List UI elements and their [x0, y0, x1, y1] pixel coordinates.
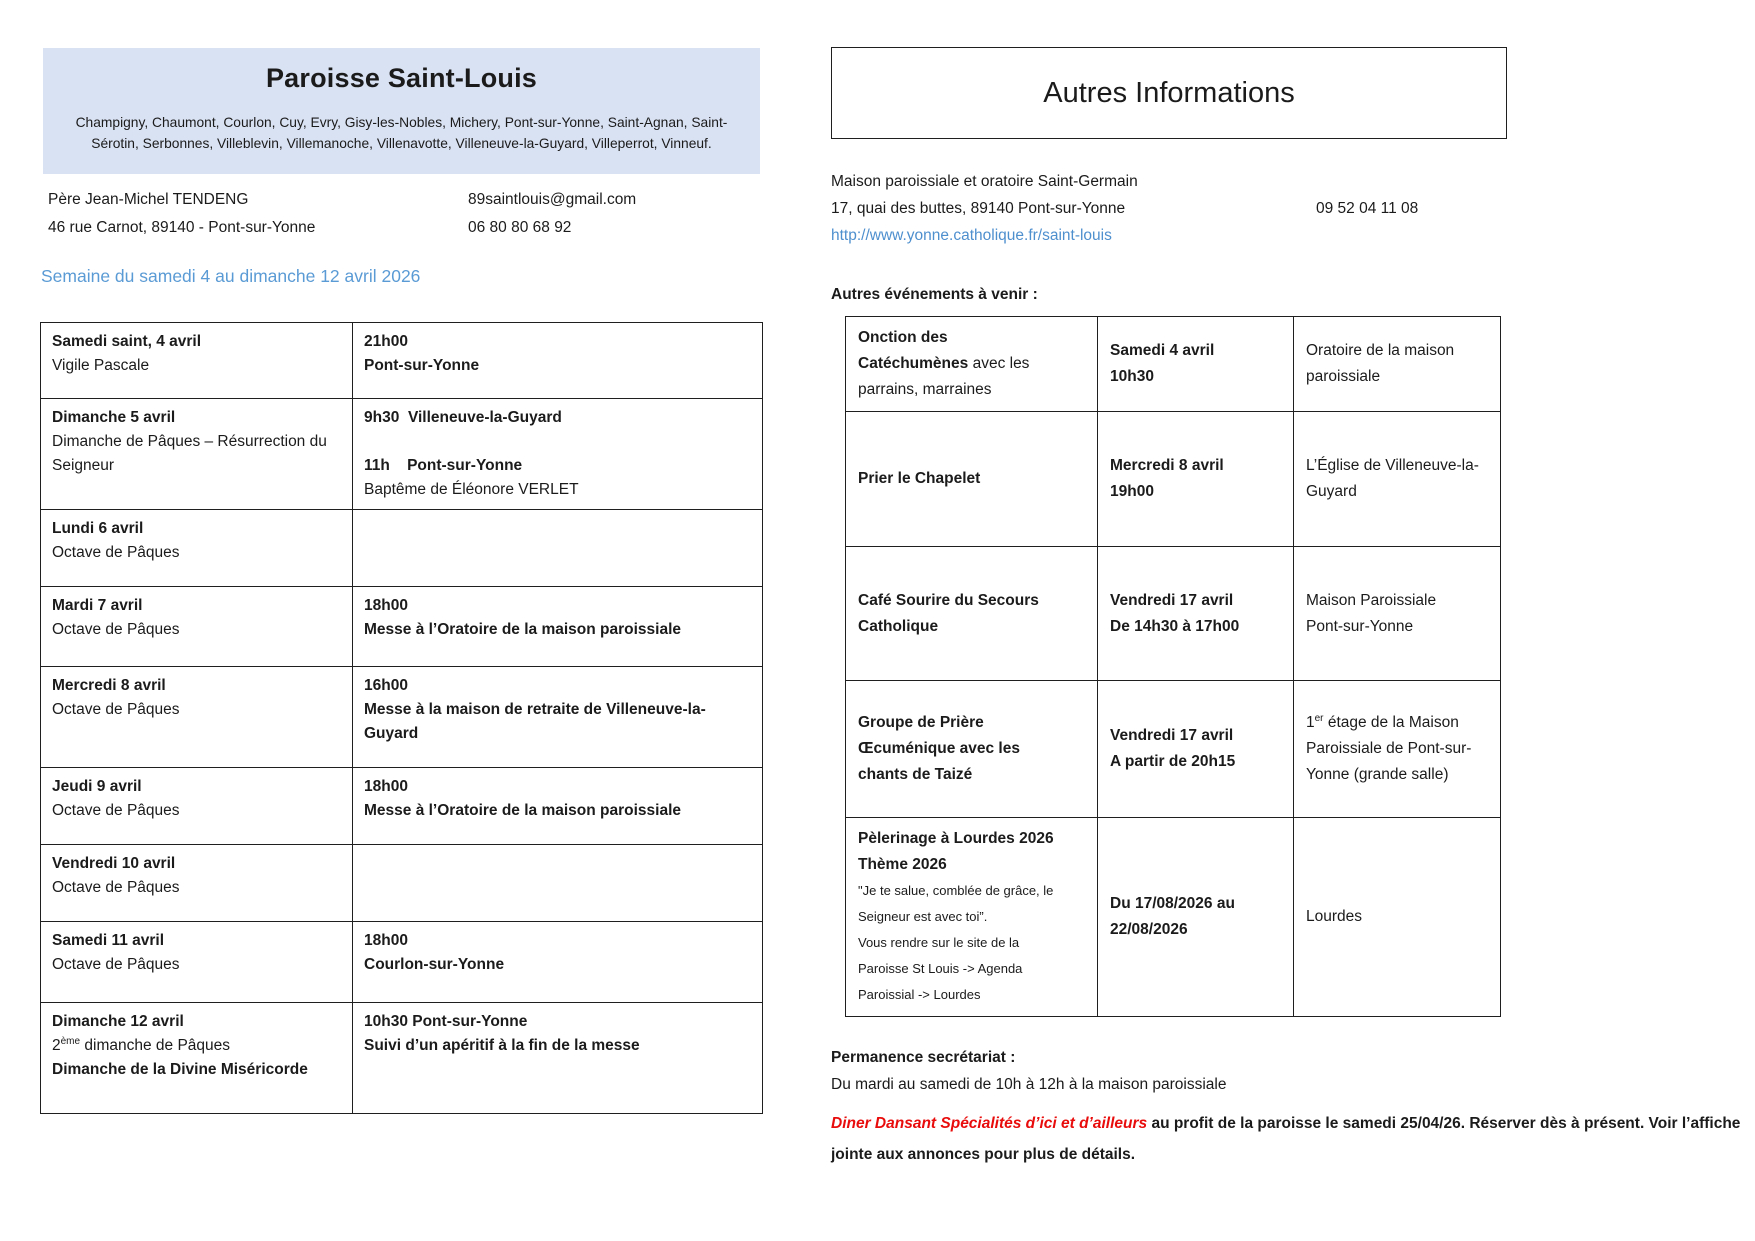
parish-contact-right: [468, 186, 636, 242]
parish-address: 46 rue Carnot, 89140 - Pont-sur-Yonne: [48, 219, 316, 236]
info-title: Autres Informations: [1043, 76, 1295, 109]
dinner-note-text: au profit de la paroisse le samedi 25/04/26. Réserver dès à présent. Voir l’affiche jointe aux annonces pour plus de détails.: [831, 1115, 1741, 1163]
event-row: [846, 317, 1501, 412]
event-what-cell: Café Sourire du Secours Catholique: [846, 547, 1098, 681]
schedule-day-cell: Vendredi 10 avril Octave de Pâques: [41, 845, 353, 922]
week-title: Semaine du samedi 4 au dimanche 12 avril 2026: [41, 266, 421, 286]
schedule-row: [41, 399, 763, 510]
maison-paroissiale-line: Maison paroissiale et oratoire Saint-Germain: [831, 173, 1138, 190]
schedule-event-cell: 16h00 Messe à la maison de retraite de Villeneuve-la- Guyard: [353, 667, 763, 768]
schedule-event-cell: [353, 845, 763, 922]
schedule-row: [41, 768, 763, 845]
parish-towns-list: Champigny, Chaumont, Courlon, Cuy, Evry, Gisy-les-Nobles, Michery, Pont-sur-Yonne, Saint-Agnan, Saint-Sérotin, Serbonnes, Villeblevin, Villemanoche, Villenavotte, Villeneuve-la-Guyard, Villeperrot, Vinneuf.: [75, 115, 728, 151]
parish-contact-left: [48, 186, 760, 242]
event-row: [846, 681, 1501, 818]
schedule-day-cell: Mercredi 8 avril Octave de Pâques: [41, 667, 353, 768]
parish-phone: 06 80 80 68 92: [468, 219, 572, 236]
events-heading: Autres événements à venir :: [831, 286, 1038, 303]
event-row: [846, 412, 1501, 547]
schedule-event-cell: 21h00 Pont-sur-Yonne: [353, 323, 763, 399]
schedule-day-cell: Samedi saint, 4 avril Vigile Pascale: [41, 323, 353, 399]
event-row: [846, 547, 1501, 681]
event-when-cell: Vendredi 17 avril De 14h30 à 17h00: [1098, 547, 1294, 681]
upcoming-events-table: [845, 316, 1501, 1017]
schedule-day-cell: Jeudi 9 avril Octave de Pâques: [41, 768, 353, 845]
secretariat-block: [831, 1044, 1226, 1098]
schedule-row: [41, 323, 763, 399]
dinner-note-highlight: Diner Dansant Spécialités d’ici et d’ailleurs: [831, 1115, 1148, 1132]
schedule-event-cell: 10h30 Pont-sur-Yonne Suivi d’un apéritif à la fin de la messe: [353, 1003, 763, 1114]
event-what-cell: Onction des Catéchumènes avec les parrains, marraines: [846, 317, 1098, 412]
schedule-row: [41, 845, 763, 922]
secretariat-title: Permanence secrétariat :: [831, 1049, 1016, 1066]
schedule-row: [41, 922, 763, 1003]
event-row: [846, 818, 1501, 1017]
info-phone: 09 52 04 11 08: [1316, 200, 1419, 217]
info-address: 17, quai des buttes, 89140 Pont-sur-Yonne: [831, 200, 1126, 217]
parish-contact-block: [48, 186, 760, 242]
schedule-row: [41, 667, 763, 768]
schedule-day-cell: Dimanche 5 avril Dimanche de Pâques – Résurrection du Seigneur: [41, 399, 353, 510]
schedule-day-cell: Samedi 11 avril Octave de Pâques: [41, 922, 353, 1003]
priest-name: Père Jean-Michel TENDENG: [48, 191, 249, 208]
schedule-event-cell: 18h00 Messe à l’Oratoire de la maison paroissiale: [353, 587, 763, 667]
secretariat-hours: Du mardi au samedi de 10h à 12h à la maison paroissiale: [831, 1076, 1227, 1093]
schedule-row: [41, 1003, 763, 1114]
info-contact-block: [831, 168, 1511, 249]
info-title-box: [831, 47, 1507, 139]
event-where-cell: L’Église de Villeneuve-la- Guyard: [1294, 412, 1501, 547]
event-when-cell: Vendredi 17 avril A partir de 20h15: [1098, 681, 1294, 818]
event-what-cell: Groupe de Prière Œcuménique avec les chants de Taizé: [846, 681, 1098, 818]
schedule-day-cell: Mardi 7 avril Octave de Pâques: [41, 587, 353, 667]
event-where-cell: Maison Paroissiale Pont-sur-Yonne: [1294, 547, 1501, 681]
website-link[interactable]: http://www.yonne.catholique.fr/saint-louis: [831, 227, 1112, 244]
dinner-note: [831, 1108, 1755, 1170]
weekly-schedule-table: [40, 322, 763, 1114]
event-when-cell: Samedi 4 avril 10h30: [1098, 317, 1294, 412]
schedule-row: [41, 587, 763, 667]
schedule-event-cell: 18h00 Courlon-sur-Yonne: [353, 922, 763, 1003]
parish-title: Paroisse Saint-Louis: [265, 63, 538, 93]
event-where-cell: Lourdes: [1294, 818, 1501, 1017]
info-address-row: [831, 195, 1511, 222]
event-when-cell: Du 17/08/2026 au 22/08/2026: [1098, 818, 1294, 1017]
event-when-cell: Mercredi 8 avril 19h00: [1098, 412, 1294, 547]
schedule-day-cell: Lundi 6 avril Octave de Pâques: [41, 510, 353, 587]
schedule-event-cell: [353, 510, 763, 587]
parish-header: [43, 48, 760, 174]
parish-email: 89saintlouis@gmail.com: [468, 191, 637, 208]
schedule-event-cell: 9h30 Villeneuve-la-Guyard 11h Pont-sur-Yonne Baptême de Éléonore VERLET: [353, 399, 763, 510]
event-what-cell: Pèlerinage à Lourdes 2026 Thème 2026 "Je te salue, comblée de grâce, le Seigneur est avec toi”. Vous rendre sur le site de la Paroisse St Louis -> Agenda Paroissial -> Lourdes: [846, 818, 1098, 1017]
event-where-cell: Oratoire de la maison paroissiale: [1294, 317, 1501, 412]
schedule-event-cell: 18h00 Messe à l’Oratoire de la maison paroissiale: [353, 768, 763, 845]
schedule-row: [41, 510, 763, 587]
event-where-cell: 1er étage de la Maison Paroissiale de Pont-sur- Yonne (grande salle): [1294, 681, 1501, 818]
event-what-cell: Prier le Chapelet: [846, 412, 1098, 547]
schedule-day-cell: Dimanche 12 avril 2ème dimanche de Pâques Dimanche de la Divine Miséricorde: [41, 1003, 353, 1114]
